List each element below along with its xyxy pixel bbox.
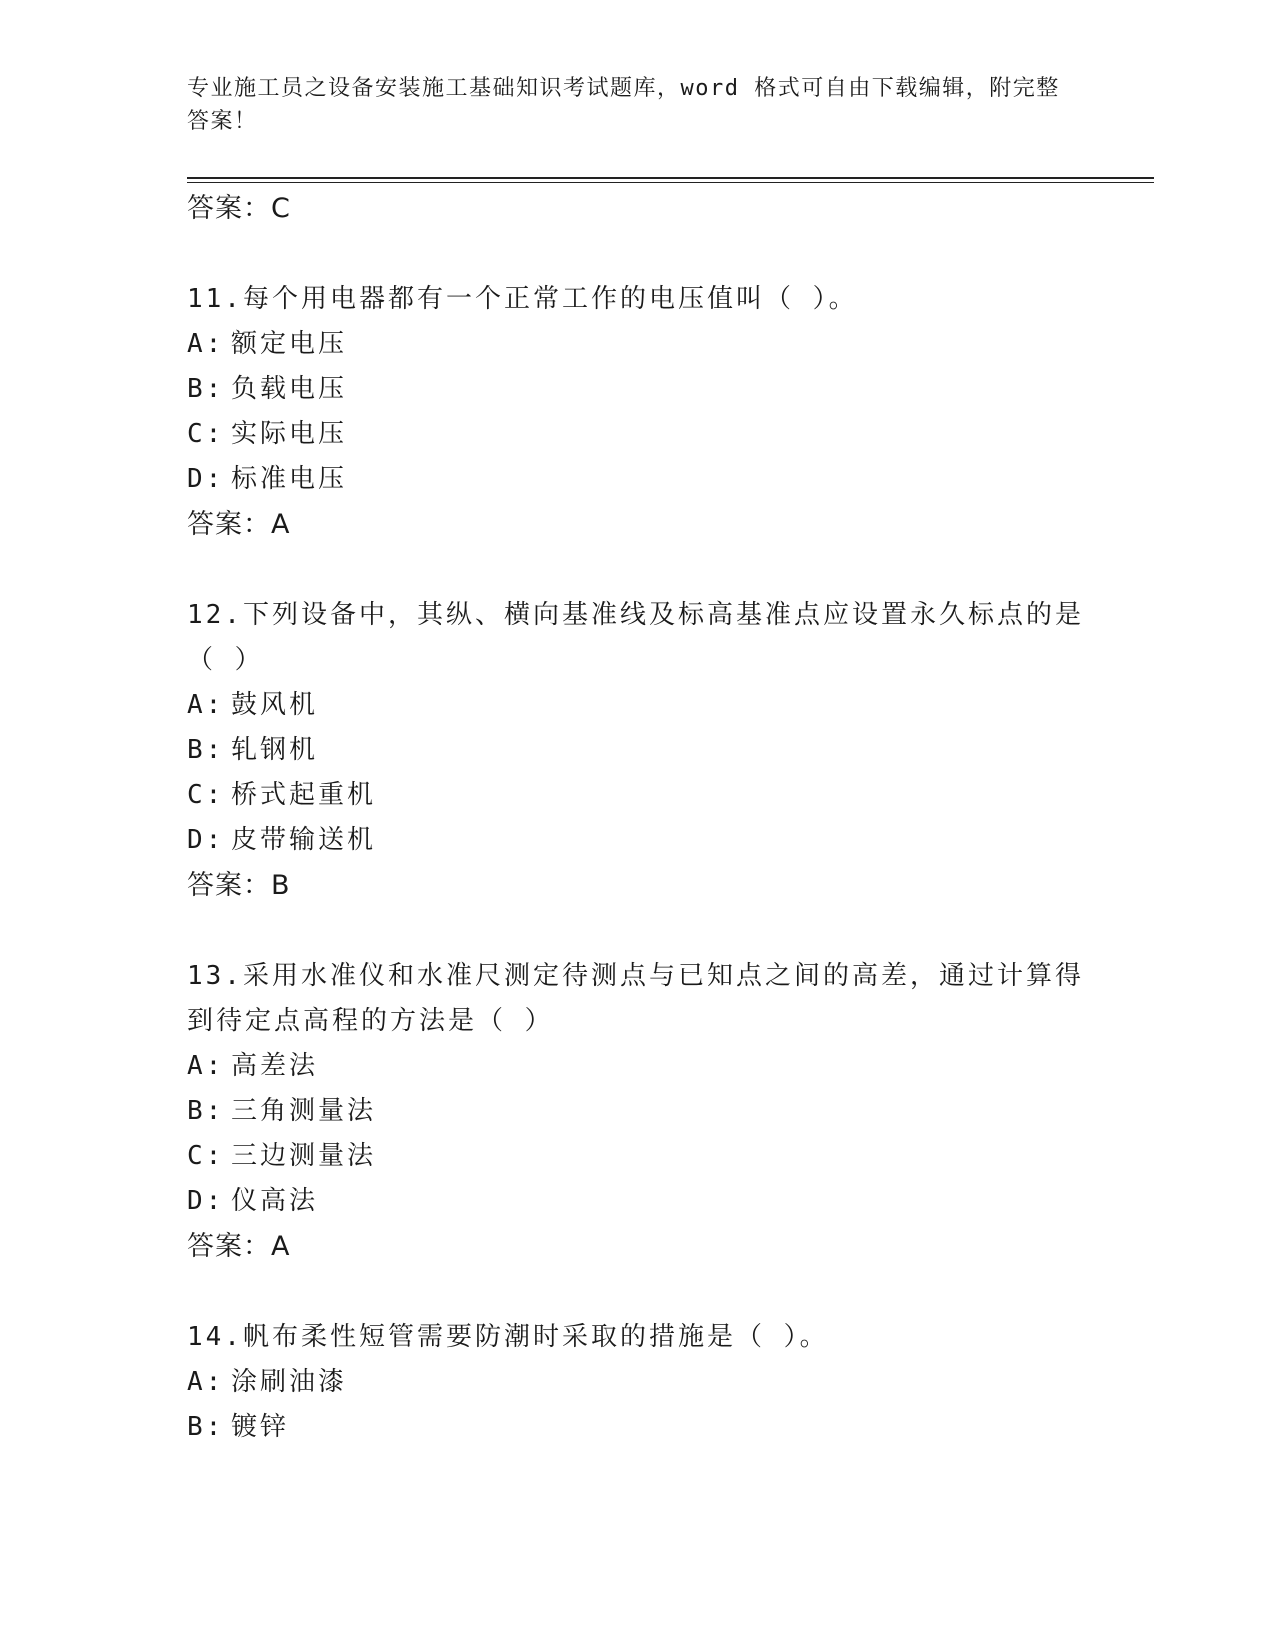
option-b	[187, 367, 1087, 412]
question-stem: 14.帆布柔性短管需要防潮时采取的措施是（ ）。	[187, 1322, 829, 1352]
question-block	[187, 1315, 1087, 1450]
question-block	[187, 954, 1087, 1269]
answer-value: A	[271, 1231, 291, 1262]
answer-label: 答案：	[187, 509, 271, 540]
option-text: 镀锌	[231, 1412, 290, 1442]
option-text: 皮带输送机	[231, 825, 377, 855]
answer-value: B	[271, 870, 291, 901]
answer-line	[187, 186, 1087, 231]
option-key: B:	[187, 374, 225, 404]
option-key: D:	[187, 464, 225, 494]
option-a	[187, 1044, 1087, 1089]
option-text: 标准电压	[231, 464, 348, 494]
option-key: C:	[187, 1141, 225, 1171]
question-stem: 13.采用水准仪和水准尺测定待测点与已知点之间的高差，通过计算得到待定点高程的方法是（ ）	[187, 961, 1084, 1036]
option-b	[187, 728, 1087, 773]
answer-line	[187, 863, 1087, 908]
option-d	[187, 818, 1087, 863]
option-key: B:	[187, 1096, 225, 1126]
option-key: B:	[187, 1412, 225, 1442]
option-text: 桥式起重机	[231, 780, 377, 810]
header-divider-thick	[187, 177, 1154, 179]
option-a	[187, 683, 1087, 728]
question-stem: 11.每个用电器都有一个正常工作的电压值叫（ ）。	[187, 284, 858, 314]
option-text: 涂刷油漆	[231, 1367, 348, 1397]
option-key: A:	[187, 1051, 225, 1081]
question-stem: 12.下列设备中，其纵、横向基准线及标高基准点应设置永久标点的是（ ）	[187, 600, 1084, 675]
option-key: C:	[187, 419, 225, 449]
option-b	[187, 1405, 1087, 1450]
option-key: A:	[187, 1367, 225, 1397]
option-text: 额定电压	[231, 329, 348, 359]
option-text: 实际电压	[231, 419, 348, 449]
option-text: 轧钢机	[231, 735, 319, 765]
header-divider-thin	[187, 182, 1154, 183]
answer-line	[187, 1224, 1087, 1269]
answer-label: 答案：	[187, 1231, 271, 1262]
option-c	[187, 1134, 1087, 1179]
answer-line	[187, 502, 1087, 547]
option-a	[187, 1360, 1087, 1405]
option-text: 三角测量法	[231, 1096, 377, 1126]
question-block	[187, 593, 1087, 908]
option-text: 鼓风机	[231, 690, 319, 720]
option-text: 高差法	[231, 1051, 319, 1081]
option-a	[187, 322, 1087, 367]
option-text: 三边测量法	[231, 1141, 377, 1171]
option-key: A:	[187, 690, 225, 720]
answer-value: A	[271, 509, 291, 540]
option-key: D:	[187, 825, 225, 855]
question-list	[187, 186, 1087, 1450]
option-text: 负载电压	[231, 374, 348, 404]
option-key: C:	[187, 780, 225, 810]
answer-value: C	[271, 193, 291, 224]
option-text: 仪高法	[231, 1186, 319, 1216]
question-block	[187, 277, 1087, 547]
option-b	[187, 1089, 1087, 1134]
option-d	[187, 457, 1087, 502]
answer-label: 答案：	[187, 193, 271, 224]
option-key: D:	[187, 1186, 225, 1216]
option-c	[187, 773, 1087, 818]
document-header: 专业施工员之设备安装施工基础知识考试题库，word 格式可自由下载编辑，附完整答案！	[187, 76, 1060, 134]
option-key: B:	[187, 735, 225, 765]
answer-label: 答案：	[187, 870, 271, 901]
option-c	[187, 412, 1087, 457]
option-d	[187, 1179, 1087, 1224]
option-key: A:	[187, 329, 225, 359]
